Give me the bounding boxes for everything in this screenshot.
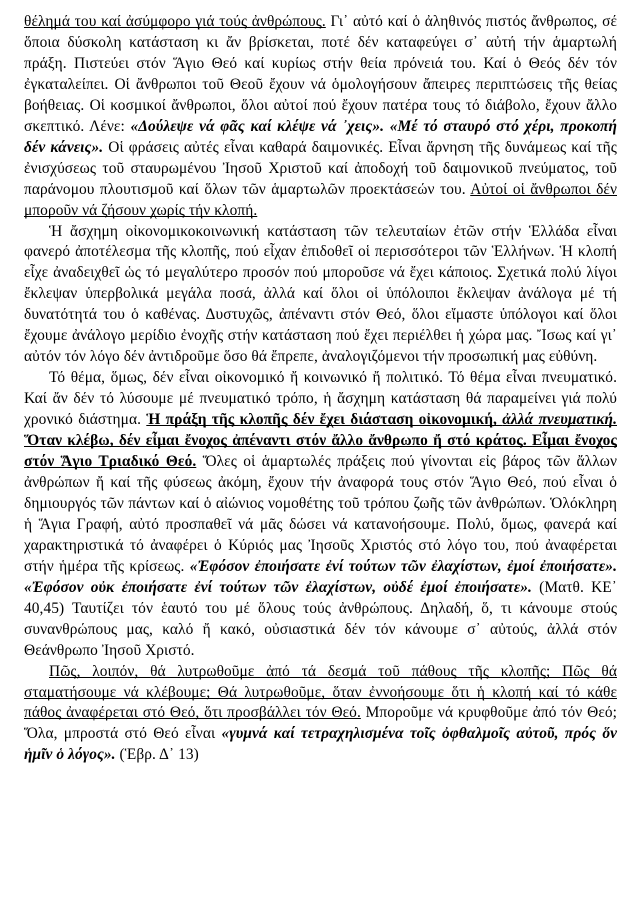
- text-run-bold-italic: «γυμνά καί τετραχηλισμένα τοῖς ὀφθαλμοῖς αὐτοῦ, πρός ὅν ἡμῖν ὁ λόγος».: [24, 725, 617, 764]
- text-run-normal: (Ματθ. ΚΕ᾽ 40,45) Ταυτίζει τόν ἑαυτό του μέ ὅλους τούς ἀνθρώπους. Δηλαδή, ὅ, τι κάνουμε στούς συνανθρώπους μας, καλό ἤ κακό, οὐσιαστικά δέν τόν κάνουμε σ᾽ αὐτούς, ἀλλά στόν Θεάνθρωπο Ἰησοῦ Χριστό.: [24, 578, 617, 659]
- text-run-bold-italic: «Ἐφόσον ἐποιήσατε ἐνί τούτων τῶν ἐλαχίστων, ἐμοί ἐποιήσατε». «Ἐφόσον οὐκ ἐποιήσατε ἐνί τούτων τῶν ἐλαχίστων, οὐδέ ἐμοί ἐποιήσατε».: [24, 557, 617, 596]
- paragraph: [24, 222, 617, 369]
- text-run-normal: Ἡ ἄσχημη οἰκονομικοκοινωνική κατάσταση τῶν τελευταίων ἐτῶν στήν Ἑλλάδα εἶναι φανερό ἀποτέλεσμα τῆς κλοπῆς, πού εἶχαν ἐπιδοθεῖ οἱ περισσότεροι τῶν Ἑλλήνων. Ἡ κλοπή εἶχε ἀναδειχθεῖ ὡς τό μεγαλύτερο προσόν πού μποροῦσε νά ἔχει κάποιος. Σχετικά πολύ λίγοι ἔκλεψαν ὑπερβολικά μεγάλα ποσά, ἀλλά καί ὅλοι οἱ ὑπόλοιποι ἔκλεψαν ἀνάλογα μέ τή δυνατότητά του ὁ καθένας. Δυστυχῶς, ἀπέναντι στόν Θεό, ὅλοι εἴμαστε ὑπόλογοι καί ὅλοι ἔχουμε ἀνάλογο μερίδιο ἐνοχῆς στήν κατάσταση πού ἔχει περιέλθει ἡ χώρα μας. Ἴσως καί γι᾽ αὐτόν τόν λόγο δέν ἀντιδροῦμε ὅσο θά ἔπρεπε, ἀναλογιζόμενοι τήν προσωπική μας εὐθύνη.: [24, 222, 617, 366]
- text-run-normal: Γι᾽ αὐτό καί ὁ ἀληθινός πιστός ἄνθρωπος, σέ ὅποια δύσκολη κατάσταση κι ἄν βρίσκεται, ποτέ δέν καταφεύγει σ᾽ αὐτή τήν ἁμαρτωλή πράξη. Πιστεύει στόν Ἅγιο Θεό καί κυρίως στήν θεία πρόνειά του. Καί ὁ Θεός δέν τόν ἐγκαταλείπει. Οἱ ἄνθρωποι τοῦ Θεοῦ ἔχουν νά ὁμολογήσουν ἄπειρες περιπτώσεις τῆς θείας βοήθειας. Οἱ κοσμικοί ἄνθρωποι, ὅλοι αὐτοί πού ἔχουν πατέρα τους τό διάβολο, ἔχουν ἄλλο σκεπτικό. Λένε:: [24, 13, 617, 135]
- text-run-normal: Τό θέμα, ὅμως, δέν εἶναι οἰκονομικό ἤ κοινωνικό ἤ πολιτικό. Τό θέμα εἶναι πνευματικό. Καί ἄν δέν τό λύσουμε μέ πνευματικό τρόπο, ἡ ἄσχημη κατάσταση θά παραμείνει γιά πολύ χρονικό διάστημα.: [24, 369, 617, 429]
- text-run-normal: Ὅλες οἱ ἁμαρτωλές πράξεις πού γίνονται εἰς βάρος τῶν ἄλλων ἀνθρώπων ἤ καί τῆς φύσεως ἀκόμη, ἔχουν τήν ἀναφορά τους στόν Ἅγιο Θεό, πού εἶναι ὁ δημιουργός τῶν πάντων καί ὁ αἰώνιος νομοθέτης τοῦ τρόπου ζωῆς τῶν ἀνθρώπων. Ὁλόκληρη ἡ Ἅγια Γραφή, αὐτό προσπαθεῖ νά μᾶς δώσει νά κατανοήσουμε. Πολύ, ὅμως, φανερά καί χαρακτηριστικά τό ἀναφέρει ὁ Κύριός μας Ἰησοῦς Χριστός στό λόγο του, πού ἀναφέρεται στήν ἡμέρα τῆς κρίσεως.: [24, 453, 617, 575]
- text-run-normal: Οἱ φράσεις αὐτές εἶναι καθαρά δαιμονικές. Εἶναι ἄρνηση τῆς δυνάμεως καί τῆς ἐνισχύσεως τοῦ σταυρωμένου Ἰησοῦ Χριστοῦ καί ἀποδοχή τοῦ δαιμονικοῦ πνεύματος, τοῦ παράνομου πλουτισμοῦ καί ὅλων τῶν ἁμαρτωλῶν προεκτάσεών του.: [24, 138, 617, 198]
- paragraph: [24, 12, 617, 222]
- text-run-bold-italic-underline: ἀλλά πνευματική.: [502, 411, 618, 429]
- document-body: [24, 12, 617, 766]
- text-run-bold-italic: «Δούλεψε νά φᾶς καί κλέψε νά ᾽χεις». «Μέ τό σταυρό στό χέρι, προκοπή δέν κάνεις».: [24, 117, 617, 156]
- text-run-bold-underline: Ἡ πράξη τῆς κλοπῆς δέν ἔχει διάσταση οἰκονομική,: [146, 411, 503, 429]
- text-run-underline: Πῶς, λοιπόν, θά λυτρωθοῦμε ἀπό τά δεσμά τοῦ πάθους τῆς κλοπῆς; Πῶς θά σταματήσουμε νά κλέβουμε; Θά λυτρωθοῦμε, ὅταν ἐννοήσουμε ὅτι ἡ κλοπή καί τό κάθε πάθος ἀναφέρεται στό Θεό, ὅτι προσβάλλει τόν Θεό.: [24, 662, 617, 722]
- paragraph: [24, 368, 617, 661]
- paragraph: [24, 662, 617, 767]
- text-run-underline: θέλημά του καί ἀσύμφορο γιά τούς ἀνθρώπους.: [24, 13, 326, 30]
- text-run-normal: (Ἑβρ. Δ᾽ 13): [115, 746, 199, 764]
- text-run-bold-underline: Ὅταν κλέβω, δέν εἶμαι ἔνοχος ἀπέναντι στόν ἄλλο ἄνθρωπο ἤ στό κράτος. Εἶμαι ἔνοχος στόν Ἅγιο Τριαδικό Θεό.: [24, 432, 617, 471]
- text-run-normal: Μποροῦμε νά κρυφθοῦμε ἀπό τόν Θεό; Ὅλα, μπροστά στό Θεό εἶναι: [24, 704, 617, 743]
- text-run-underline: Αὐτοί οἱ ἄνθρωποι δέν μποροῦν νά ζήσουν χωρίς τήν κλοπή.: [24, 180, 617, 219]
